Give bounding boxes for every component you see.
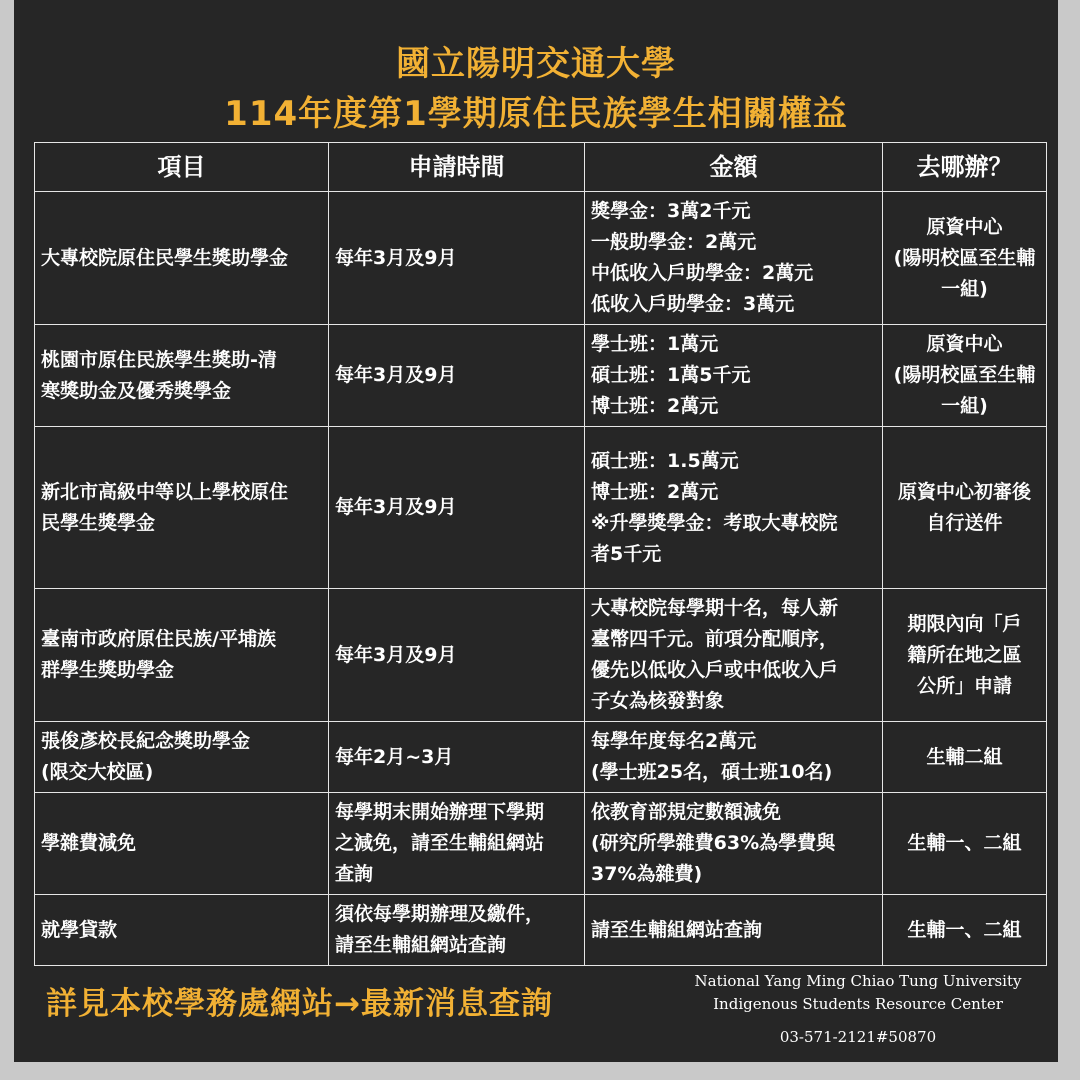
cell-line: 民學生獎學金 [41, 511, 156, 534]
cell-line: 博士班：2萬元 [591, 395, 719, 417]
cell-line: 學士班：1萬元 [591, 333, 719, 355]
cell-item [35, 722, 329, 793]
cell-line: 請至生輔組網站查詢 [591, 918, 763, 941]
cell-line: 碩士班：1萬5千元 [591, 364, 751, 386]
cell-line: (陽明校區至生輔 [893, 246, 1036, 269]
cell-line: 臺幣四千元。前項分配順序， [591, 628, 839, 650]
cell-line: 期限內向「戶 [907, 612, 1022, 635]
cell-item [35, 793, 329, 895]
cell-where [883, 793, 1047, 895]
cell-item [35, 192, 329, 325]
cell-where [883, 325, 1047, 427]
cell-line: 桃園市原住民族學生獎助-清 [41, 348, 277, 371]
cell-amount [585, 192, 883, 325]
cell-time [329, 589, 585, 722]
cell-line: 碩士班：1.5萬元 [591, 449, 739, 472]
cell-item [35, 427, 329, 589]
cell-line: 大專校院每學期十名，每人新 [591, 597, 839, 619]
cell-line: 每學期末開始辦理下學期 [335, 801, 545, 823]
cell-line: 之減免，請至生輔組網站 [335, 832, 545, 854]
cell-where [883, 192, 1047, 325]
cell-item [35, 895, 329, 966]
cell-line: 一般助學金：2萬元 [591, 231, 757, 253]
cell-line: 須依每學期辦理及繳件， [335, 903, 545, 925]
cell-time [329, 192, 585, 325]
cell-where [883, 722, 1047, 793]
cell-line: 張俊彥校長紀念獎助學金 [41, 730, 251, 752]
cell-amount [585, 793, 883, 895]
cell-line: 群學生獎助學金 [41, 659, 175, 681]
cell-where [883, 589, 1047, 722]
cell-line: (陽明校區至生輔 [893, 364, 1036, 386]
cell-amount [585, 722, 883, 793]
benefits-table [34, 142, 1047, 966]
cell-line: 原資中心 [926, 333, 1003, 355]
table-row [35, 427, 1047, 589]
cell-line: 籍所在地之區 [907, 643, 1022, 666]
cell-line: (研究所學雜費63%為學費與 [591, 832, 836, 854]
cell-line: 每年3月及9月 [335, 246, 457, 269]
cell-time [329, 722, 585, 793]
cell-line: 原資中心 [926, 215, 1003, 238]
header-amount: 金額 [585, 143, 883, 192]
cell-amount [585, 427, 883, 589]
cell-line: 自行送件 [926, 511, 1003, 534]
cell-line: 37%為雜費) [591, 863, 703, 885]
poster [14, 0, 1058, 1062]
table-row [35, 589, 1047, 722]
table-row [35, 722, 1047, 793]
cell-line: 獎學金：3萬2千元 [591, 200, 751, 222]
cell-line: 生輔一、二組 [907, 918, 1022, 941]
cell-time [329, 793, 585, 895]
cell-line: 臺南市政府原住民族/平埔族 [41, 628, 276, 650]
cell-time [329, 895, 585, 966]
cell-line: 就學貸款 [41, 918, 118, 941]
cell-line: 依教育部規定數額減免 [591, 801, 782, 823]
cell-amount [585, 589, 883, 722]
table-row [35, 325, 1047, 427]
cell-line: 寒獎助金及優秀獎學金 [41, 379, 232, 402]
cell-line: ※升學獎學金：考取大專校院 [591, 511, 838, 534]
table-body [35, 192, 1047, 966]
cell-time [329, 325, 585, 427]
cell-amount [585, 325, 883, 427]
cell-line: 博士班：2萬元 [591, 480, 719, 503]
cell-line: (學士班25名，碩士班10名) [591, 761, 833, 783]
footer-website-note: 詳見本校學務處網站→最新消息查詢 [46, 986, 553, 1022]
title-university: 國立陽明交通大學 [396, 44, 676, 84]
header-time: 申請時間 [329, 143, 585, 192]
cell-line: 低收入戶助學金：3萬元 [591, 293, 795, 315]
cell-line: 原資中心初審後 [897, 480, 1031, 503]
org-name: National Yang Ming Chiao Tung University [694, 972, 1022, 990]
footer-org-info [678, 970, 1038, 1049]
cell-line: 者5千元 [591, 542, 662, 565]
org-phone: 03-571-2121#50870 [779, 1028, 937, 1046]
cell-line: 請至生輔組網站查詢 [335, 934, 507, 956]
cell-line: 生輔二組 [926, 745, 1003, 768]
cell-where [883, 427, 1047, 589]
cell-line: 生輔一、二組 [907, 832, 1022, 854]
cell-time [329, 427, 585, 589]
cell-line: 查詢 [335, 863, 374, 885]
cell-item [35, 325, 329, 427]
cell-line: 學雜費減免 [41, 832, 137, 854]
cell-line: 一組) [941, 277, 988, 300]
cell-item [35, 589, 329, 722]
cell-line: (限交大校區) [41, 761, 154, 783]
cell-line: 每年3月及9月 [335, 364, 457, 386]
header-where: 去哪辦？ [883, 143, 1047, 192]
cell-line: 每年3月及9月 [335, 496, 457, 518]
cell-line: 子女為核發對象 [591, 690, 725, 712]
cell-amount [585, 895, 883, 966]
cell-line: 公所」申請 [916, 674, 1012, 697]
org-center: Indigenous Students Resource Center [713, 995, 1003, 1013]
cell-line: 優先以低收入戶或中低收入戶 [591, 659, 839, 681]
cell-where [883, 895, 1047, 966]
table-row [35, 895, 1047, 966]
cell-line: 每年2月~3月 [335, 745, 454, 768]
cell-line: 中低收入戶助學金：2萬元 [591, 262, 814, 284]
cell-line: 每學年度每名2萬元 [591, 730, 757, 752]
table-row [35, 192, 1047, 325]
cell-line: 新北市高級中等以上學校原住 [41, 480, 289, 503]
table-header-row [35, 143, 1047, 192]
cell-line: 大專校院原住民學生獎助學金 [41, 246, 289, 269]
header-item: 項目 [35, 143, 329, 192]
table-row [35, 793, 1047, 895]
cell-line: 每年3月及9月 [335, 643, 457, 666]
title-subject: 114年度第1學期原住民族學生相關權益 [224, 94, 848, 134]
cell-line: 一組) [941, 395, 988, 417]
